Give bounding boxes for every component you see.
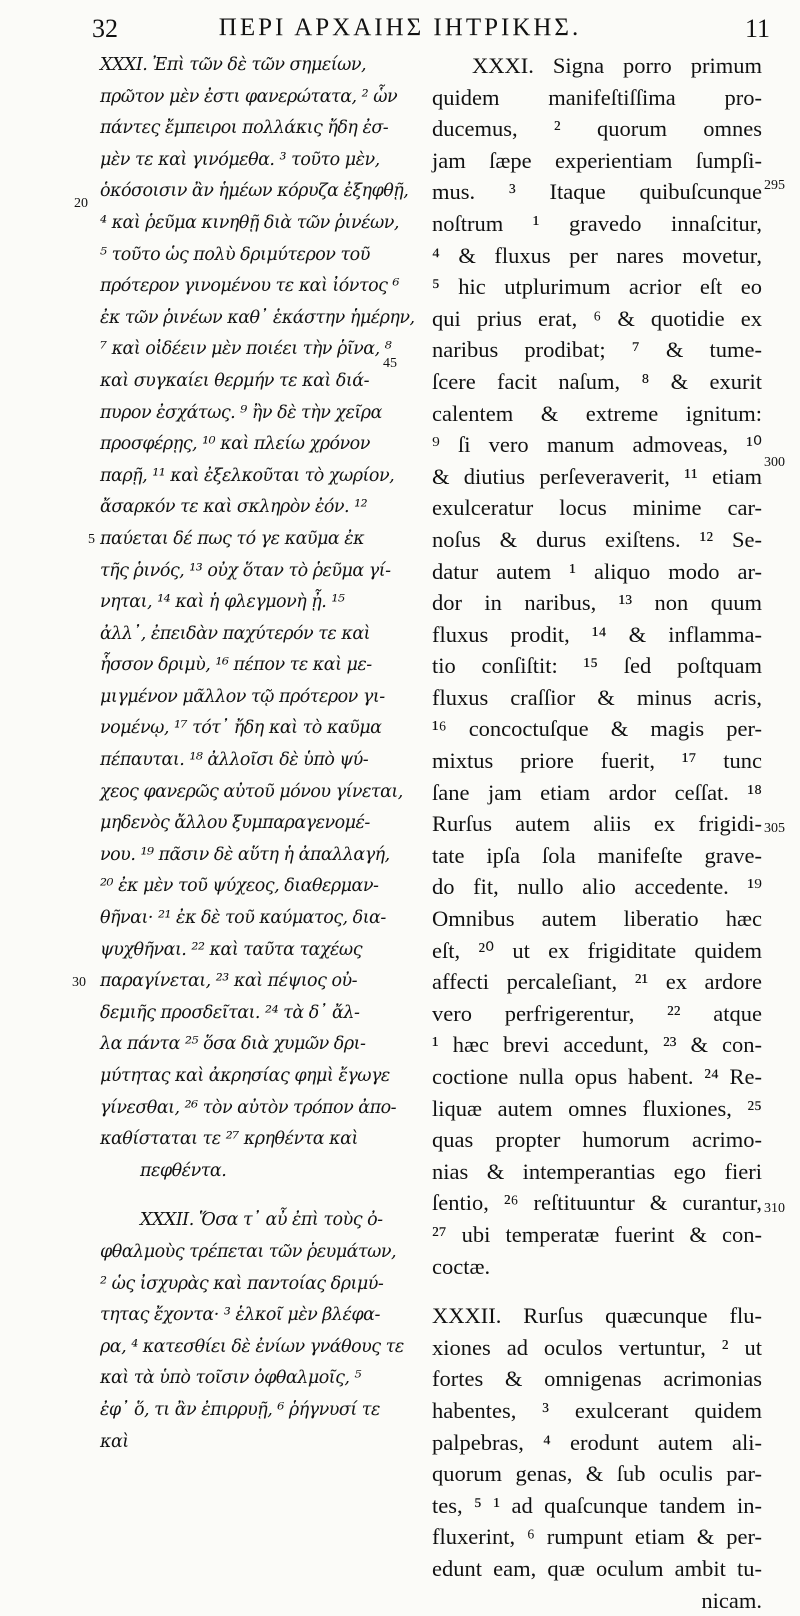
- greek-text-column: [100, 50, 400, 1458]
- line-number-45: 45: [383, 356, 397, 372]
- greek-text-line: ⁷ καὶ οἰδέειν μὲν ποιέει τὴν ῥῖνα, ⁸: [100, 334, 400, 366]
- greek-text-line: πυρον ἐσχάτως. ⁹ ἢν δὲ τὴν χεῖρα: [100, 398, 400, 430]
- greek-text-line: ρα, ⁴ κατεσθίει δὲ ἐνίων γνάθους τε: [100, 1332, 400, 1364]
- running-header: [0, 14, 800, 54]
- latin-text-line: ſcere facit naſum, ⁸ & exurit: [432, 366, 762, 398]
- greek-text-line: παραγίνεται, ²³ καὶ πέψιος οὐ-: [100, 966, 400, 998]
- greek-text-line: δεμιῆς προσδεῖται. ²⁴ τὰ δ᾽ ἄλ-: [100, 998, 400, 1030]
- latin-text-line: ducemus, ² quorum omnes: [432, 113, 762, 145]
- latin-text-line: jam ſæpe experientiam ſumpſi-: [432, 145, 762, 177]
- greek-text-line: νηται, ¹⁴ καὶ ἡ φλεγμονὴ ᾖ. ¹⁵: [100, 587, 400, 619]
- greek-text-line: ψυχθῆναι. ²² καὶ ταῦτα ταχέως: [100, 935, 400, 967]
- latin-text-line: ¹⁶ concoctuſque & magis per-: [432, 713, 762, 745]
- latin-text-line: datur autem ¹ aliquo modo ar-: [432, 556, 762, 588]
- greek-text-line: πάντες ἔμπειροι πολλάκις ἤδη ἐσ-: [100, 113, 400, 145]
- section-gap: [100, 1187, 400, 1205]
- latin-text-line: exulceratur locus minime car-: [432, 492, 762, 524]
- latin-text-line: noſtrum ¹ gravedo innaſcitur,: [432, 208, 762, 240]
- line-number-300: 300: [764, 455, 785, 471]
- latin-text-line: ⁹ ſi vero manum admoveas, ¹⁰: [432, 429, 762, 461]
- latin-text-line: XXXII. Rurſus quæcunque flu-: [432, 1300, 762, 1332]
- greek-text-line: μύτητας καὶ ἀκρησίας φημὶ ἔγωγε: [100, 1061, 400, 1093]
- latin-text-line: coctione nulla opus habent. ²⁴ Re-: [432, 1061, 762, 1093]
- latin-text-line: quas propter humorum acrimo-: [432, 1124, 762, 1156]
- greek-text-line: λα πάντα ²⁵ ὅσα διὰ χυμῶν δρι-: [100, 1029, 400, 1061]
- latin-text-line: affecti percaleſiant, ²¹ ex ardore: [432, 966, 762, 998]
- latin-text-line: liquæ autem omnes fluxiones, ²⁵: [432, 1093, 762, 1125]
- greek-text-line: πέπαυται. ¹⁸ ἀλλοῖσι δὲ ὑπὸ ψύ-: [100, 745, 400, 777]
- greek-text-line: ἀλλ᾽, ἐπειδὰν παχύτερόν τε καὶ: [100, 619, 400, 651]
- greek-text-line: φθαλμοὺς τρέπεται τῶν ῥευμάτων,: [100, 1237, 400, 1269]
- greek-text-line: καὶ: [100, 1427, 400, 1459]
- line-number-5: 5: [88, 532, 95, 548]
- page-number-left: 32: [92, 14, 118, 44]
- greek-text-line: μὲν τε καὶ γινόμεθα. ³ τοῦτο μὲν,: [100, 145, 400, 177]
- latin-text-line: ²⁷ ubi temperatæ fuerint & con-: [432, 1219, 762, 1251]
- greek-text-line: τῆς ῥινός, ¹³ οὐχ ὅταν τὸ ῥεῦμα γί-: [100, 556, 400, 588]
- latin-text-line: ſane jam etiam ardor ceſſat. ¹⁸: [432, 777, 762, 809]
- latin-text-line: fluxerint, ⁶ rumpunt etiam & per-: [432, 1521, 762, 1553]
- greek-text-line: ⁴ καὶ ῥεῦμα κινηθῇ διὰ τῶν ῥινέων,: [100, 208, 400, 240]
- latin-text-line: Rurſus autem aliis ex frigidi-: [432, 808, 762, 840]
- greek-text-line: καὶ συγκαίει θερμήν τε καὶ διά-: [100, 366, 400, 398]
- latin-text-line: xiones ad oculos vertuntur, ² ut: [432, 1332, 762, 1364]
- latin-text-line: XXXI. Signa porro primum: [432, 50, 762, 82]
- latin-text-line: fortes & omnigenas acrimonias: [432, 1363, 762, 1395]
- greek-text-line: παύεται δέ πως τό γε καῦμα ἐκ: [100, 524, 400, 556]
- greek-text-line: ² ὡς ἰσχυρὰς καὶ παντοίας δριμύ-: [100, 1269, 400, 1301]
- latin-text-line: quorum genas, & ſub oculis par-: [432, 1458, 762, 1490]
- latin-text-line: ſentio, ²⁶ reſtituuntur & curantur,: [432, 1187, 762, 1219]
- greek-text-line: τητας ἔχοντα· ³ ἑλκοῖ μὲν βλέφα-: [100, 1300, 400, 1332]
- latin-text-line: coctæ.: [432, 1251, 762, 1283]
- line-number-30: 30: [72, 975, 86, 991]
- latin-text-line: naribus prodibat; ⁷ & tume-: [432, 334, 762, 366]
- line-number-20: 20: [74, 196, 88, 212]
- latin-text-line: mixtus priore fuerit, ¹⁷ tunc: [432, 745, 762, 777]
- greek-text-line: μιγμένον μᾶλλον τῷ πρότερον γι-: [100, 682, 400, 714]
- greek-text-line: γίνεσθαι, ²⁶ τὸν αὐτὸν τρόπον ἀπο-: [100, 1093, 400, 1125]
- latin-text-line: ⁵ hic utplurimum acrior eſt eo: [432, 271, 762, 303]
- latin-text-line: quidem manifeſtiſſima pro-: [432, 82, 762, 114]
- latin-text-line: tate ipſa ſola manifeſte grave-: [432, 840, 762, 872]
- greek-text-line: μηδενὸς ἄλλου ξυμπαραγενομέ-: [100, 808, 400, 840]
- latin-text-line: fluxus prodit, ¹⁴ & inflamma-: [432, 619, 762, 651]
- latin-text-line: habentes, ³ exulcerant quidem: [432, 1395, 762, 1427]
- latin-text-line: edunt eam, quæ oculum ambit tu-: [432, 1553, 762, 1585]
- greek-text-line: XXXI. Ἐπὶ τῶν δὲ τῶν σημείων,: [100, 50, 400, 82]
- latin-text-line: nicam.: [432, 1585, 762, 1616]
- greek-text-line: καὶ τὰ ὑπὸ τοῖσιν ὀφθαλμοῖς, ⁵: [100, 1363, 400, 1395]
- latin-text-line: ¹ hæc brevi accedunt, ²³ & con-: [432, 1029, 762, 1061]
- greek-text-line: προσφέρῃς, ¹⁰ καὶ πλείω χρόνον: [100, 429, 400, 461]
- latin-text-line: eſt, ²⁰ ut ex frigiditate quidem: [432, 935, 762, 967]
- latin-text-column: [432, 50, 762, 1616]
- latin-text-line: tio conſiſtit: ¹⁵ ſed poſtquam: [432, 650, 762, 682]
- line-number-305: 305: [764, 821, 785, 837]
- line-number-310: 310: [764, 1201, 785, 1217]
- latin-text-line: & diutius perſeveraverit, ¹¹ etiam: [432, 461, 762, 493]
- latin-text-line: qui prius erat, ⁶ & quotidie ex: [432, 303, 762, 335]
- latin-text-line: vero perfrigerentur, ²² atque: [432, 998, 762, 1030]
- latin-text-line: ⁴ & fluxus per nares movetur,: [432, 240, 762, 272]
- greek-text-line: ⁵ τοῦτο ὡς πολὺ δριμύτερον τοῦ: [100, 240, 400, 272]
- greek-text-line: ἐκ τῶν ῥινέων καθ᾽ ἑκάστην ἡμέρην,: [100, 303, 400, 335]
- latin-text-line: nias & intemperantias ego fieri: [432, 1156, 762, 1188]
- latin-text-line: palpebras, ⁴ erodunt autem ali-: [432, 1427, 762, 1459]
- greek-text-line: νου. ¹⁹ πᾶσιν δὲ αὕτη ἡ ἀπαλλαγή,: [100, 840, 400, 872]
- greek-text-line: χεος φανερῶς αὐτοῦ μόνου γίνεται,: [100, 777, 400, 809]
- greek-text-line: ἄσαρκόν τε καὶ σκληρὸν ἐόν. ¹²: [100, 492, 400, 524]
- latin-text-line: dor in naribus, ¹³ non quum: [432, 587, 762, 619]
- greek-text-line: πρῶτον μὲν ἐστι φανερώτατα, ² ὧν: [100, 82, 400, 114]
- section-gap: [432, 1282, 762, 1300]
- page-number-right: 11: [745, 14, 770, 44]
- greek-text-line: ἐφ᾽ ὅ, τι ἂν ἐπιρρυῇ, ⁶ ῥήγνυσί τε: [100, 1395, 400, 1427]
- line-number-295: 295: [764, 178, 785, 194]
- greek-text-line: ἧσσον δριμὺ, ¹⁶ πέπον τε καὶ με-: [100, 650, 400, 682]
- latin-text-line: fluxus craſſior & minus acris,: [432, 682, 762, 714]
- greek-text-line: ὁκόσοισιν ἂν ἡμέων κόρυζα ἐξηφθῇ,: [100, 176, 400, 208]
- greek-text-line: πρότερον γινομένου τε καὶ ἰόντος ⁶: [100, 271, 400, 303]
- greek-text-line: πεφθέντα.: [100, 1156, 400, 1188]
- latin-text-line: mus. ³ Itaque quibuſcunque: [432, 176, 762, 208]
- greek-text-line: καθίσταται τε ²⁷ κρηθέντα καὶ: [100, 1124, 400, 1156]
- latin-text-line: calentem & extreme ignitum:: [432, 398, 762, 430]
- greek-text-line: ²⁰ ἐκ μὲν τοῦ ψύχεος, διαθερμαν-: [100, 871, 400, 903]
- greek-text-line: θῆναι· ²¹ ἐκ δὲ τοῦ καύματος, δια-: [100, 903, 400, 935]
- running-title: ΠΕΡΙ ΑΡΧΑΙΗΣ ΙΗΤΡΙΚΗΣ.: [0, 14, 800, 42]
- greek-text-line: XXXII. Ὅσα τ᾽ αὖ ἐπὶ τοὺς ὀ-: [100, 1205, 400, 1237]
- greek-text-line: παρῇ, ¹¹ καὶ ἐξελκοῦται τὸ χωρίον,: [100, 461, 400, 493]
- latin-text-line: tes, ⁵ ¹ ad quaſcunque tandem in-: [432, 1490, 762, 1522]
- latin-text-line: Omnibus autem liberatio hæc: [432, 903, 762, 935]
- latin-text-line: noſus & durus exiſtens. ¹² Se-: [432, 524, 762, 556]
- latin-text-line: do fit, nullo alio accedente. ¹⁹: [432, 871, 762, 903]
- greek-text-line: νομένῳ, ¹⁷ τότ᾽ ἤδη καὶ τὸ καῦμα: [100, 713, 400, 745]
